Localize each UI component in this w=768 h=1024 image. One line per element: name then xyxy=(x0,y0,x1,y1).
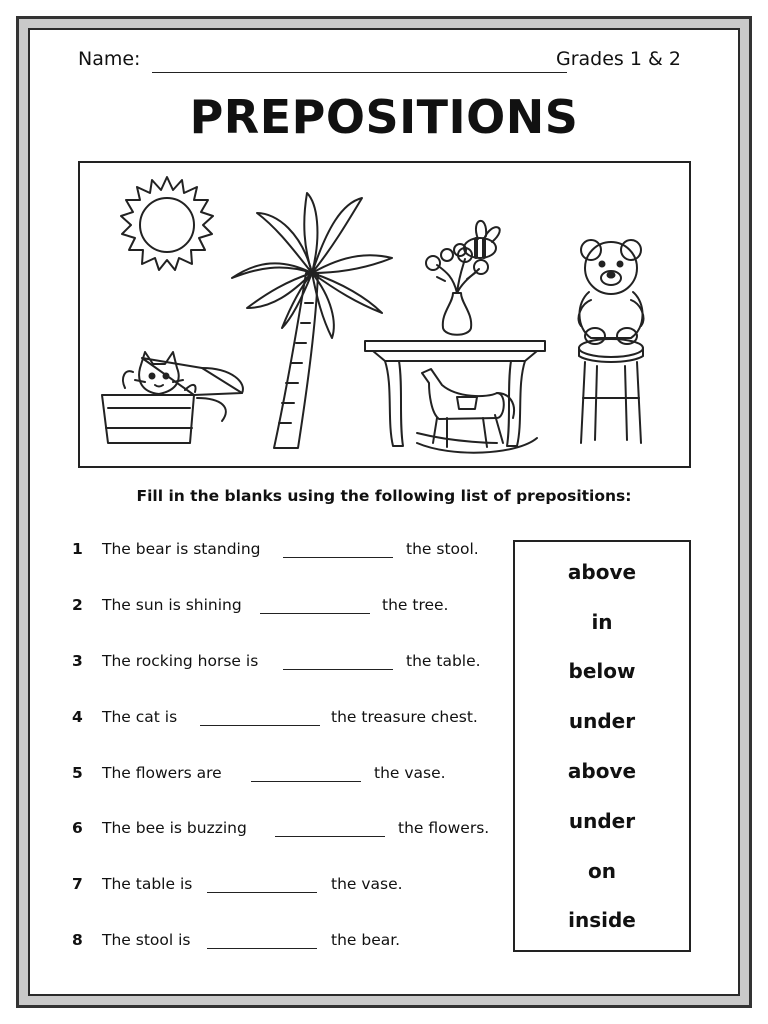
answer-blank[interactable] xyxy=(251,781,361,782)
bee-icon xyxy=(454,221,500,258)
question-number: 6 xyxy=(72,819,83,837)
question-number: 3 xyxy=(72,652,83,670)
stool-icon xyxy=(579,339,643,443)
question-text-after: the vase. xyxy=(331,875,403,893)
question-text-before: The bear is standing xyxy=(102,540,261,558)
answer-blank[interactable] xyxy=(200,725,320,726)
question-number: 5 xyxy=(72,764,83,782)
word-bank-item: under xyxy=(568,709,636,733)
question-text-before: The stool is xyxy=(102,931,191,949)
treasure-chest-icon xyxy=(102,358,243,443)
question-text-after: the tree. xyxy=(382,596,449,614)
answer-blank[interactable] xyxy=(275,836,385,837)
question-text-before: The sun is shining xyxy=(102,596,242,614)
page-title: PREPOSITIONS xyxy=(189,90,579,144)
grade-label: Grades 1 & 2 xyxy=(556,48,681,70)
name-label: Name: xyxy=(78,48,141,70)
question-text-after: the flowers. xyxy=(398,819,490,837)
word-bank xyxy=(513,540,691,952)
sun-icon xyxy=(121,177,213,270)
vase-icon xyxy=(443,293,471,335)
question-text-before: The bee is buzzing xyxy=(102,819,247,837)
word-bank-item: under xyxy=(568,809,636,833)
answer-blank[interactable] xyxy=(283,557,393,558)
question-number: 8 xyxy=(72,931,83,949)
table-icon xyxy=(365,341,545,446)
question-text-before: The flowers are xyxy=(102,764,222,782)
word-bank-item: below xyxy=(568,659,636,683)
answer-blank[interactable] xyxy=(207,892,317,893)
instructions: Fill in the blanks using the following list of prepositions: xyxy=(136,487,632,505)
question-text-after: the treasure chest. xyxy=(331,708,478,726)
question-number: 4 xyxy=(72,708,83,726)
answer-blank[interactable] xyxy=(207,948,317,949)
teddy-bear-icon xyxy=(579,240,644,344)
question-text-before: The cat is xyxy=(102,708,178,726)
question-number: 2 xyxy=(72,596,83,614)
word-bank-item: above xyxy=(567,560,637,584)
question-text-after: the bear. xyxy=(331,931,401,949)
question-number: 7 xyxy=(72,875,83,893)
word-bank-item: on xyxy=(588,859,616,883)
answer-blank[interactable] xyxy=(260,613,370,614)
word-bank-item: above xyxy=(567,759,637,783)
question-text-before: The rocking horse is xyxy=(102,652,259,670)
question-number: 1 xyxy=(72,540,83,558)
palm-tree-icon xyxy=(232,193,392,448)
question-text-after: the table. xyxy=(406,652,481,670)
name-field-line[interactable] xyxy=(152,72,567,73)
answer-blank[interactable] xyxy=(283,669,393,670)
illustration-panel xyxy=(78,161,691,468)
question-text-after: the vase. xyxy=(374,764,446,782)
question-text-before: The table is xyxy=(102,875,193,893)
word-bank-item: in xyxy=(591,610,613,634)
word-bank-item: inside xyxy=(568,908,636,932)
question-text-after: the stool. xyxy=(406,540,479,558)
